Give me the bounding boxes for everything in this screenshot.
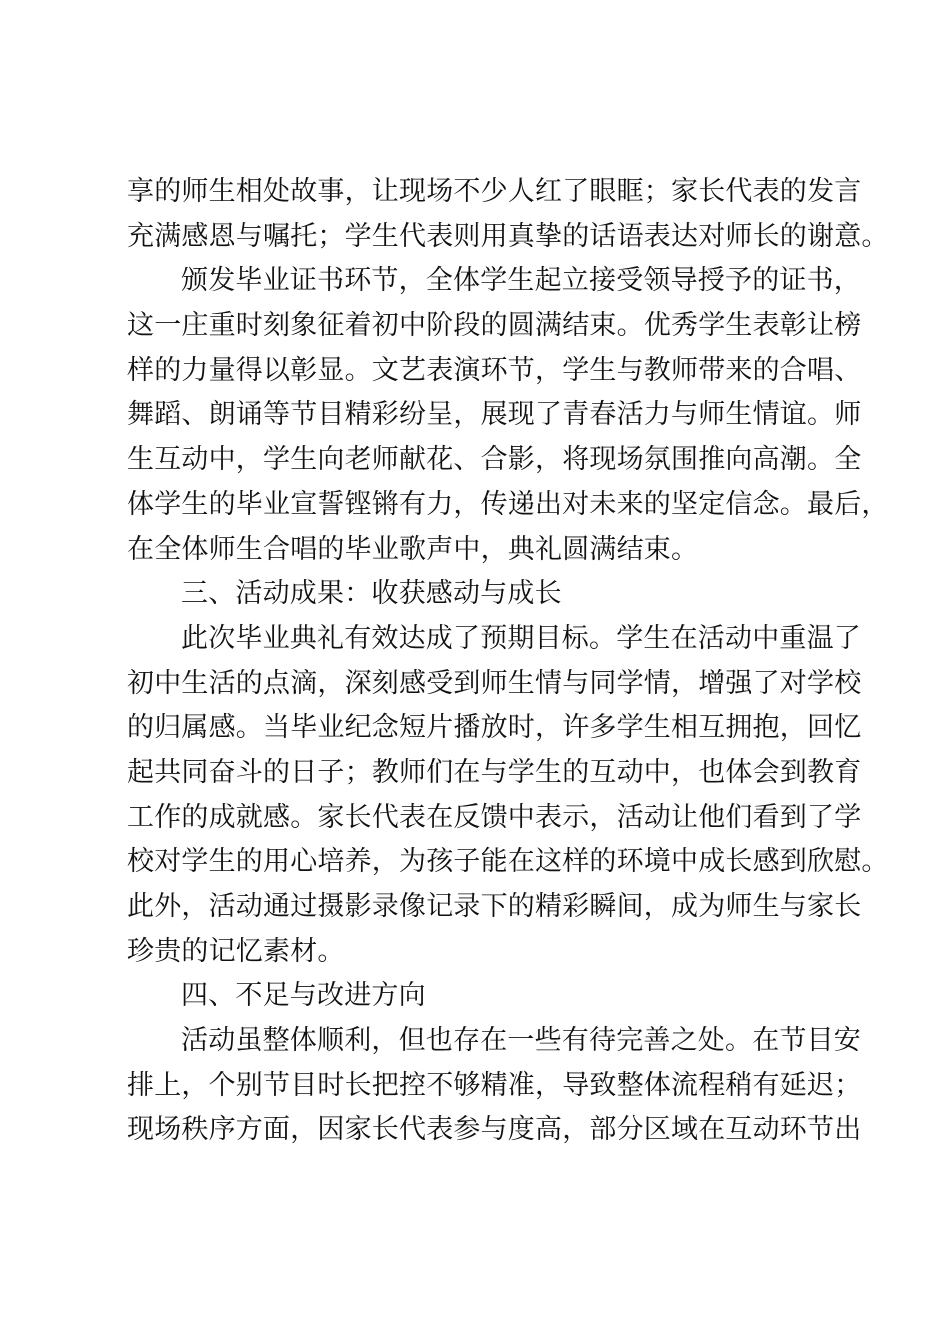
text-line: 校对学生的用心培养，为孩子能在这样的环境中成长感到欣慰。 [127,846,889,878]
document-body [127,170,889,1153]
text-line: 的归属感。当毕业纪念短片播放时，许多学生相互拥抱，回忆 [127,712,862,744]
text-line: 起共同奋斗的日子；教师们在与学生的互动中，也体会到教育 [127,756,862,788]
text-line: 排上，个别节目时长把控不够精准，导致整体流程稍有延迟； [127,1069,862,1101]
text-line: 初中生活的点滴，深刻感受到师生情与同学情，增强了对学校 [127,667,862,699]
text-line: 珍贵的记忆素材。 [127,935,345,967]
text-line: 现场秩序方面，因家长代表参与度高，部分区域在互动环节出 [127,1114,862,1146]
text-line: 在全体师生合唱的毕业歌声中，典礼圆满结束。 [127,533,699,565]
text-line: 充满感恩与嘱托；学生代表则用真挚的话语表达对师长的谢意。 [127,220,889,252]
text-line: 体学生的毕业宣誓铿锵有力，传递出对未来的坚定信念。最后， [127,488,889,520]
text-line: 样的力量得以彰显。文艺表演环节，学生与教师带来的合唱、 [127,354,862,386]
text-line: 工作的成就感。家长代表在反馈中表示，活动让他们看到了学 [127,801,862,833]
section-heading: 三、活动成果：收获感动与成长 [181,578,562,610]
text-line: 舞蹈、朗诵等节目精彩纷呈，展现了青春活力与师生情谊。师 [127,399,862,431]
paragraph-first-line: 此次毕业典礼有效达成了预期目标。学生在活动中重温了 [181,622,861,654]
paragraph-first-line: 活动虽整体顺利，但也存在一些有待完善之处。在节目安 [181,1025,861,1057]
text-line: 享的师生相处故事，让现场不少人红了眼眶；家长代表的发言 [127,176,862,207]
text-line: 这一庄重时刻象征着初中阶段的圆满结束。优秀学生表彰让榜 [127,310,862,342]
text-line: 生互动中，学生向老师献花、合影，将现场氛围推向高潮。全 [127,444,862,476]
text-line: 此外，活动通过摄影录像记录下的精彩瞬间，成为师生与家长 [127,891,862,922]
paragraph-first-line: 颁发毕业证书环节，全体学生起立接受领导授予的证书， [181,265,861,297]
section-heading: 四、不足与改进方向 [181,980,426,1012]
